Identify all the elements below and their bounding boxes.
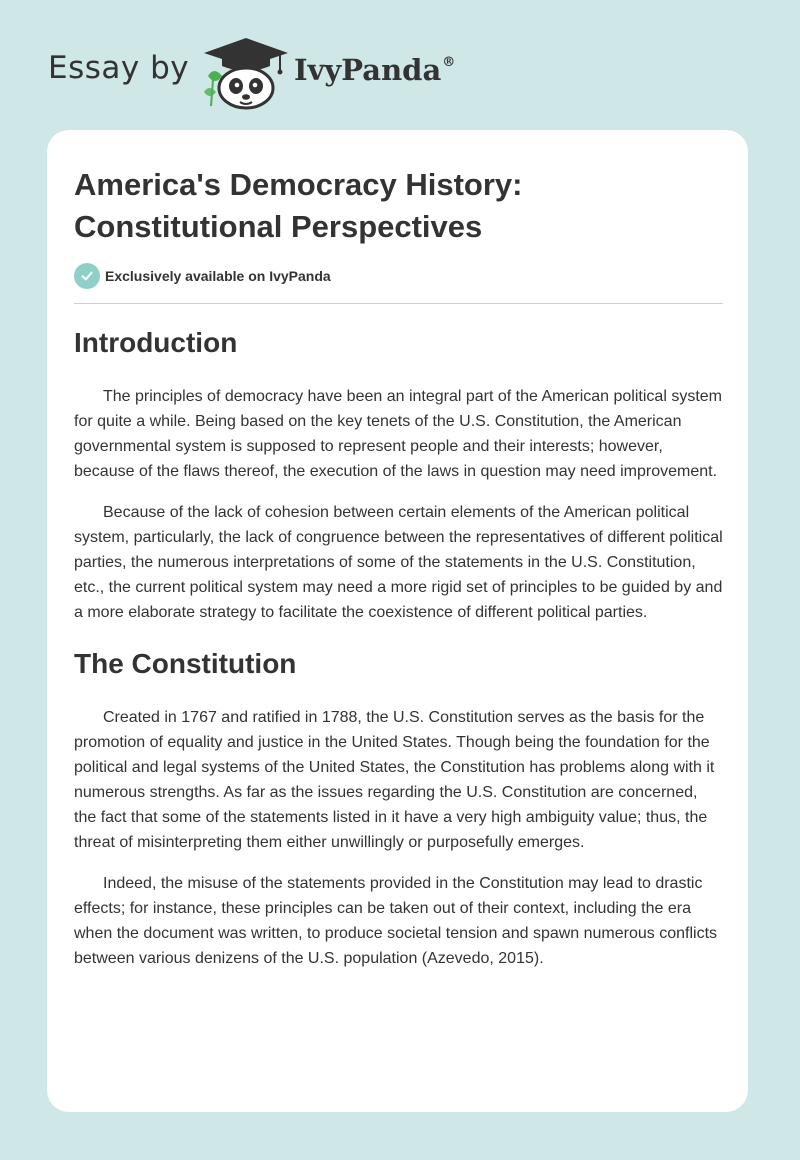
ivypanda-logo-icon[interactable] — [200, 36, 292, 110]
article-title-line-1: America's Democracy History: — [74, 167, 523, 202]
divider — [74, 303, 723, 304]
article-title-line-2: Constitutional Perspectives — [74, 209, 483, 244]
article-title — [74, 164, 714, 248]
exclusive-label: Exclusively available on IvyPanda — [105, 268, 331, 284]
brand-name[interactable] — [294, 53, 455, 87]
section-heading-the-constitution: The Constitution — [74, 648, 297, 679]
paragraph: Because of the lack of cohesion between certain elements of the American political system, particularly, the lack of congruence between the representatives of different political parties, the numerous interpretations of some of the statements in the U.S. Constitution, etc., the current political system may need a more rigid set of principles to be guided by and a more elaborate strategy to facilitate the coexistence of different political parties. — [74, 504, 723, 621]
exclusive-badge — [74, 263, 331, 289]
paragraph: Created in 1767 and ratified in 1788, the U.S. Constitution serves as the basis for the promotion of equality and justice in the United States. Though being the foundation for the political and legal systems of the United States, the Constitution has problems along with it numerous strengths. As far as the issues regarding the U.S. Constitution are concerned, the fact that some of the statements listed in it have a very high ambiguity value; thus, the threat of misinterpreting them either unwillingly or purposefully emerges. — [74, 709, 715, 851]
paragraph: The principles of democracy have been an integral part of the American political system for quite a while. Being based on the key tenets of the U.S. Constitution, the American governmental system is supposed to represent people and their interests; however, because of the flaws thereof, the execution of the laws in question may need improvement. — [74, 388, 722, 480]
brand-name-text: IvyPanda — [294, 53, 442, 87]
section-heading-introduction: Introduction — [74, 327, 238, 358]
paragraph: Indeed, the misuse of the statements provided in the Constitution may lead to drastic effects; for instance, these principles can be taken out of their context, including the era when the document was written, to produce societal tension and spawn numerous conflicts between various denizens of the U.S. population (Azevedo, 2015). — [74, 875, 718, 967]
site-header — [48, 36, 508, 108]
essay-by-label: Essay by — [48, 50, 190, 86]
check-icon — [74, 263, 100, 289]
article-card — [47, 130, 748, 1112]
trademark-symbol: ® — [442, 55, 456, 70]
article-body — [74, 322, 723, 971]
